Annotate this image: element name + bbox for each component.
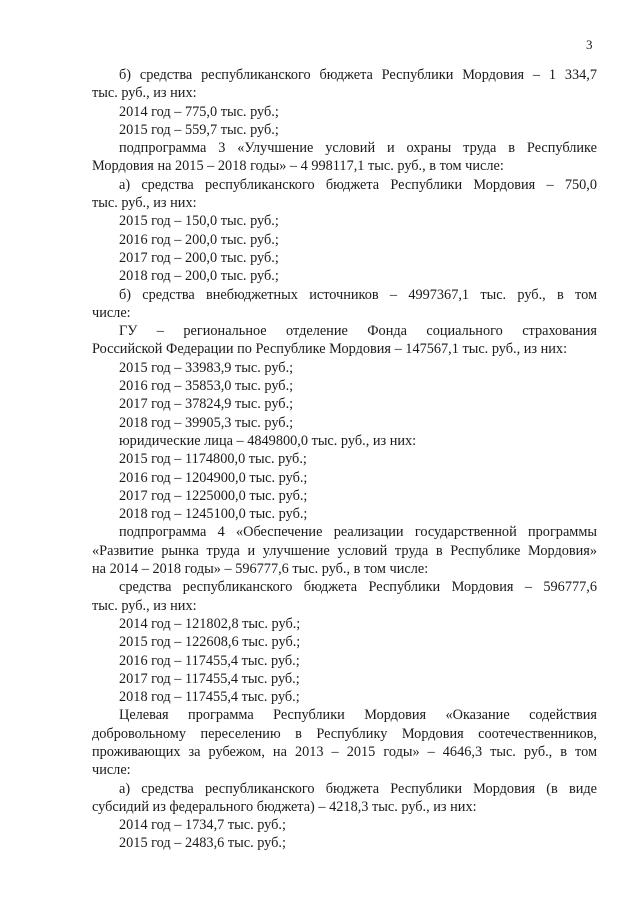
- text-line: 2015 год – 2483,6 тыс. руб.;: [119, 835, 286, 852]
- text-line: 2015 год – 150,0 тыс. руб.;: [119, 213, 279, 230]
- text-line: б) средства республиканского бюджета Республики Мордовия – 1 334,7: [119, 67, 597, 83]
- text-line: 2014 год – 121802,8 тыс. руб.;: [119, 615, 301, 632]
- text-line: Целевая программа Республики Мордовия «Оказание содействия: [119, 707, 597, 724]
- text-line: 2017 год – 200,0 тыс. руб.;: [119, 249, 279, 266]
- text-line: на 2014 – 2018 годы» – 596777,6 тыс. руб., в том числе:: [92, 561, 429, 578]
- text-line: 2017 год – 37824,9 тыс. руб.;: [119, 396, 294, 413]
- text-line: тыс. руб., из них:: [92, 85, 197, 102]
- text-line: 2016 год – 35853,0 тыс. руб.;: [119, 378, 294, 395]
- text-line: числе:: [92, 762, 131, 779]
- text-line: а) средства республиканского бюджета Республики Мордовия (в виде: [119, 780, 597, 797]
- text-line: тыс. руб., из них:: [92, 195, 197, 212]
- text-line: 2016 год – 200,0 тыс. руб.;: [119, 231, 279, 248]
- text-line: субсидий из федерального бюджета) – 4218,3 тыс. руб., из них:: [92, 798, 477, 815]
- text-line: юридические лица – 4849800,0 тыс. руб., из них:: [119, 432, 417, 449]
- text-line: 2015 год – 1174800,0 тыс. руб.;: [119, 451, 307, 468]
- text-line: 2015 год – 122608,6 тыс. руб.;: [119, 634, 301, 651]
- text-line: 2018 год – 39905,3 тыс. руб.;: [119, 414, 294, 431]
- text-line: средства республиканского бюджета Республики Мордовия – 596777,6: [119, 579, 597, 596]
- text-line: 2018 год – 1245100,0 тыс. руб.;: [119, 506, 308, 523]
- text-line: 2018 год – 200,0 тыс. руб.;: [119, 268, 279, 285]
- text-line: «Развитие рынка труда и улучшение условий труда в Республике Мордовия»: [92, 542, 597, 559]
- text-line: а) средства республиканского бюджета Республики Мордовия – 750,0: [119, 176, 597, 193]
- text-line: 2017 год – 117455,4 тыс. руб.;: [119, 670, 300, 687]
- text-line: подпрограмма 3 «Улучшение условий и охраны труда в Республике: [119, 140, 597, 157]
- text-line: 2017 год – 1225000,0 тыс. руб.;: [119, 487, 308, 504]
- document-body: [92, 66, 597, 853]
- text-line: 2014 год – 1734,7 тыс. руб.;: [119, 817, 286, 834]
- text-line: подпрограмма 4 «Обеспечение реализации государственной программы: [119, 524, 597, 541]
- text-line: б) средства внебюджетных источников – 4997367,1 тыс. руб., в том: [119, 286, 597, 303]
- text-line: тыс. руб., из них:: [92, 597, 197, 614]
- text-line: ГУ – региональное отделение Фонда социального страхования: [119, 323, 597, 340]
- text-line: 2018 год – 117455,4 тыс. руб.;: [119, 689, 300, 706]
- text-line: 2015 год – 33983,9 тыс. руб.;: [119, 359, 294, 376]
- text-line: проживающих за рубежом, на 2013 – 2015 годы» – 4646,3 тыс. руб., в том: [92, 743, 597, 760]
- text-line: 2016 год – 117455,4 тыс. руб.;: [119, 652, 300, 669]
- text-line: добровольному переселению в Республику Мордовия соотечественников,: [92, 725, 597, 742]
- text-line: Мордовия на 2015 – 2018 годы» – 4 998117,1 тыс. руб., в том числе:: [92, 158, 504, 175]
- text-line: 2014 год – 775,0 тыс. руб.;: [119, 103, 279, 120]
- page-number: 3: [586, 37, 593, 52]
- text-line: числе:: [92, 304, 131, 321]
- text-line: 2015 год – 559,7 тыс. руб.;: [119, 121, 279, 138]
- text-line: Российской Федерации по Республике Мордовия – 147567,1 тыс. руб., из них:: [92, 341, 568, 358]
- text-line: 2016 год – 1204900,0 тыс. руб.;: [119, 469, 308, 486]
